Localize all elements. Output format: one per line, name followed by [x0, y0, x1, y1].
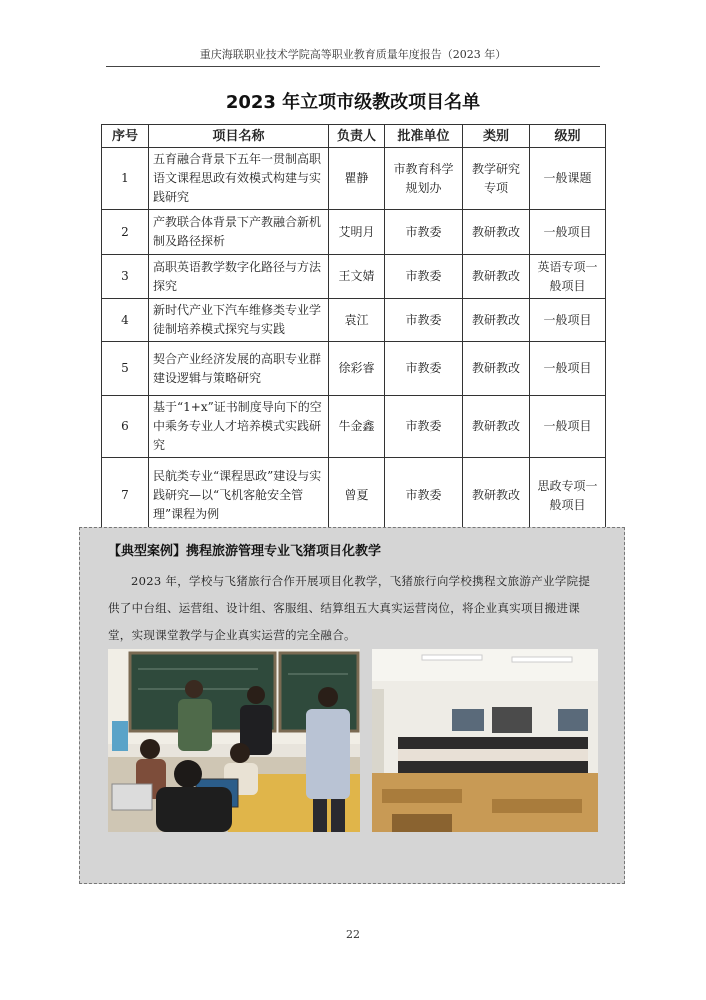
cell-no: 4: [102, 299, 149, 342]
cell-approver: 市教委: [385, 210, 463, 255]
cell-approver: 市教委: [385, 255, 463, 299]
cell-level: 一般项目: [530, 342, 606, 396]
group-photo: [372, 649, 598, 832]
table-row: [102, 396, 606, 458]
column-header-approver: 批准单位: [385, 125, 463, 148]
cell-no: 5: [102, 342, 149, 396]
cell-approver: 市教委: [385, 299, 463, 342]
cell-project-name: 民航类专业“课程思政”建设与实践研究—以“飞机客舱安全管理”课程为例: [149, 458, 329, 534]
classroom-photo: [108, 649, 360, 832]
cell-leader: 曾夏: [329, 458, 385, 534]
cell-level: 一般课题: [530, 148, 606, 210]
column-header-name: 项目名称: [149, 125, 329, 148]
cell-category: 教学研究专项: [463, 148, 530, 210]
table-row: [102, 255, 606, 299]
document-title: 2023 年立项市级教改项目名单: [225, 92, 481, 113]
cell-category: 教研教改: [463, 396, 530, 458]
cell-project-name: 契合产业经济发展的高职专业群建设逻辑与策略研究: [149, 342, 329, 396]
column-header-no: 序号: [102, 125, 149, 148]
cell-no: 1: [102, 148, 149, 210]
cell-category: 教研教改: [463, 210, 530, 255]
cell-leader: 艾明月: [329, 210, 385, 255]
cell-level: 思政专项一般项目: [530, 458, 606, 534]
cell-project-name: 产教联合体背景下产教融合新机制及路径探析: [149, 210, 329, 255]
case-study-title: 【典型案例】携程旅游管理专业飞猪项目化教学: [108, 544, 382, 559]
header-divider: [106, 66, 600, 67]
cell-leader: 瞿静: [329, 148, 385, 210]
case-study-body: 2023 年，学校与飞猪旅行合作开展项目化教学，飞猪旅行向学校携程文旅游产业学院提供了中台组、运营组、设计组、客服组、结算组五大真实运营岗位，将企业真实项目搬进课堂，实现课堂教学与企业真实运营的完全融合。: [108, 574, 591, 642]
cell-level: 英语专项一般项目: [530, 255, 606, 299]
cell-category: 教研教改: [463, 342, 530, 396]
cell-approver: 市教委: [385, 396, 463, 458]
cell-no: 6: [102, 396, 149, 458]
cell-approver: 市教委: [385, 458, 463, 534]
column-header-category: 类别: [463, 125, 530, 148]
cell-leader: 徐彩睿: [329, 342, 385, 396]
column-header-level: 级别: [530, 125, 606, 148]
table-row: [102, 210, 606, 255]
cell-level: 一般项目: [530, 299, 606, 342]
project-table: [101, 124, 606, 534]
cell-no: 2: [102, 210, 149, 255]
cell-leader: 牛金鑫: [329, 396, 385, 458]
case-study-box: [79, 527, 625, 884]
cell-leader: 王文婧: [329, 255, 385, 299]
table-row: [102, 299, 606, 342]
cell-category: 教研教改: [463, 299, 530, 342]
column-header-leader: 负责人: [329, 125, 385, 148]
cell-category: 教研教改: [463, 458, 530, 534]
cell-no: 7: [102, 458, 149, 534]
table-row: [102, 458, 606, 534]
cell-project-name: 新时代产业下汽车维修类专业学徒制培养模式探究与实践: [149, 299, 329, 342]
cell-project-name: 基于“1+x”证书制度导向下的空中乘务专业人才培养模式实践研究: [149, 396, 329, 458]
cell-no: 3: [102, 255, 149, 299]
table-row: [102, 342, 606, 396]
cell-approver: 市教育科学规划办: [385, 148, 463, 210]
running-header: 重庆海联职业技术学院高等职业教育质量年度报告（2023 年）: [199, 48, 507, 61]
page-number: 22: [346, 928, 360, 941]
cell-level: 一般项目: [530, 210, 606, 255]
cell-leader: 袁江: [329, 299, 385, 342]
table-header-row: [102, 125, 606, 148]
cell-approver: 市教委: [385, 342, 463, 396]
table-row: [102, 148, 606, 210]
cell-project-name: 高职英语教学数字化路径与方法探究: [149, 255, 329, 299]
cell-category: 教研教改: [463, 255, 530, 299]
cell-level: 一般项目: [530, 396, 606, 458]
cell-project-name: 五育融合背景下五年一贯制高职语文课程思政有效模式构建与实践研究: [149, 148, 329, 210]
